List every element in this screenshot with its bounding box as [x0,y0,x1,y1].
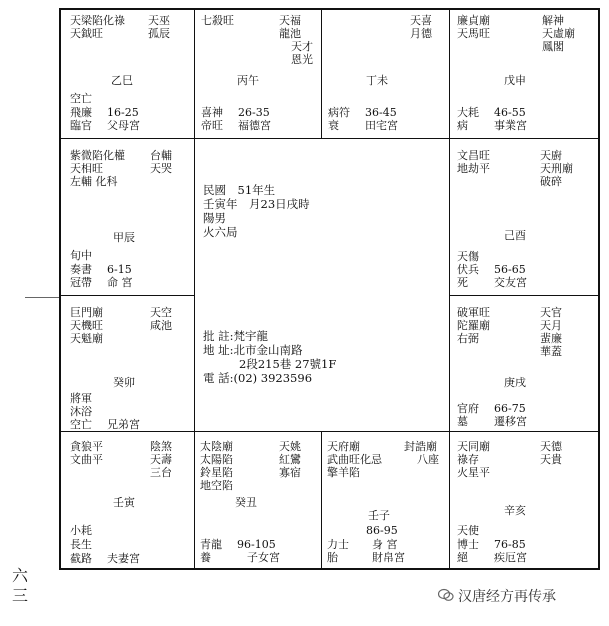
star-minor: 天喜 [410,14,432,27]
star-minor: 咸池 [150,319,172,332]
star-minor: 台輔 [150,149,172,162]
palace-name: 夫妻宮 [107,552,140,565]
star-minor: 八座 [417,453,439,466]
star-lower: 青龍 [200,538,222,551]
palace-mao [61,296,194,431]
palace-name: 父母宮 [107,119,140,132]
star-minor: 天才 [291,40,313,53]
wechat-icon [438,588,454,602]
star-lower: 病 [457,119,468,132]
star-main: 破軍旺 [457,306,490,319]
stem-branch: 壬寅 [113,496,135,509]
star-main: 天魁廟 [70,332,103,345]
star-lower: 博士 [457,538,479,551]
star-minor: 天哭 [150,162,172,175]
star-minor: 月德 [410,27,432,40]
palace-you [450,139,598,295]
star-main: 右弼 [457,332,479,345]
page-number-digit: 六 [11,566,28,585]
stem-branch: 己酉 [504,229,526,242]
star-minor: 紅鸞 [279,453,301,466]
age-range: 26-35 [238,106,270,119]
star-main: 七殺旺 [201,14,234,27]
star-minor: 天廚 [540,149,562,162]
star-main: 地空陷 [200,479,233,492]
star-main: 太陽陷 [200,453,233,466]
palace-name: 疾厄宮 [494,551,527,564]
stem-branch: 辛亥 [504,504,526,517]
star-minor: 天官 [540,306,562,319]
palace-wu [195,10,321,138]
star-main: 文昌旺 [457,149,490,162]
age-range: 6-15 [107,263,132,276]
star-main: 祿存 [457,453,479,466]
star-extra: 沐浴 [70,405,92,418]
palace-name: 交友宮 [494,276,527,289]
age-range: 66-75 [494,402,526,415]
star-minor: 蜚廉 [540,332,562,345]
palace-name: 田宅宮 [365,119,398,132]
star-minor: 天月 [540,319,562,332]
palace-zi [322,432,449,568]
age-range: 56-65 [494,263,526,276]
star-minor: 恩光 [291,53,313,66]
star-main: 巨門廟 [70,306,103,319]
star-lower: 胎 [327,551,338,564]
stem-branch: 庚戌 [504,376,526,389]
phone: 電 話:(02) 3923596 [203,371,313,385]
star-main: 火星平 [457,466,490,479]
star-minor: 天貴 [540,453,562,466]
star-extra: 旬中 [70,249,92,262]
star-main: 天相旺 [70,162,103,175]
star-main: 鈴星陷 [200,466,233,479]
age-range: 46-55 [494,106,526,119]
star-main: 天馬旺 [457,27,490,40]
star-extra: 長生 [70,538,92,551]
star-minor: 封誥廟 [404,440,437,453]
star-extra: 小耗 [70,524,92,537]
star-main: 紫微陷化權 [70,149,125,162]
palace-name: 子女宮 [247,551,280,564]
palace-hai [450,432,598,568]
star-minor: 天刑廟 [540,162,573,175]
star-extra: 天使 [457,524,479,537]
star-minor: 天壽 [150,453,172,466]
age-range: 36-45 [365,106,397,119]
palace-wei [322,10,449,138]
palace-name: 事業宮 [494,119,527,132]
margin-line [25,297,59,298]
stem-branch: 癸丑 [235,496,257,509]
star-lower: 空亡 [70,418,92,431]
star-extra: 空亡 [70,92,92,105]
palace-name: 命 宮 [107,276,133,289]
star-main: 天機旺 [70,319,103,332]
star-lower: 養 [200,551,211,564]
star-minor: 孤辰 [148,27,170,40]
star-lower: 死 [457,276,468,289]
star-main: 陀羅廟 [457,319,490,332]
palace-chou [195,432,321,568]
star-minor: 天姚 [279,440,301,453]
stem-branch: 壬子 [368,509,390,522]
star-main: 左輔 化科 [70,175,118,188]
chart-center [195,139,449,431]
age-range: 96-105 [237,538,276,551]
palace-si [61,10,194,138]
gender: 陽男 [203,211,226,225]
star-main: 廉貞廟 [457,14,490,27]
birth-date-time: 壬寅年 月23日戌時 [203,197,310,211]
star-extra: 將軍 [70,392,92,405]
star-minor: 華蓋 [540,345,562,358]
stem-branch: 甲辰 [113,231,135,244]
birth-year: 民國 51年生 [203,183,276,197]
star-lower: 截路 [70,552,92,565]
star-minor: 天德 [540,440,562,453]
stem-branch: 丁未 [366,74,388,87]
star-main: 文曲平 [70,453,103,466]
address-line2: 2段215巷 27號1F [239,357,337,371]
star-minor: 三台 [150,466,172,479]
stem-branch: 乙巳 [111,74,133,87]
ziwei-chart [59,8,600,570]
star-minor: 破碎 [540,175,562,188]
star-lower: 飛廉 [70,106,92,119]
star-main: 天鉞旺 [70,27,103,40]
palace-xu [450,296,598,431]
palace-name: 福德宮 [238,119,271,132]
star-main: 天府廟 [327,440,360,453]
palace-shen [450,10,598,138]
age-range: 76-85 [494,538,526,551]
star-lower: 力士 [327,538,349,551]
annotator: 批 註:梵宇龍 [203,329,269,343]
star-lower: 冠帶 [70,276,92,289]
star-main: 貪狼平 [70,440,103,453]
star-minor: 天空 [150,306,172,319]
star-main: 天同廟 [457,440,490,453]
star-main: 太陰廟 [200,440,233,453]
star-minor: 解神 [542,14,564,27]
star-lower: 喜神 [201,106,223,119]
stem-branch: 丙午 [237,74,259,87]
palace-chen [61,139,194,295]
star-main: 地劫平 [457,162,490,175]
star-minor: 天巫 [148,14,170,27]
palace-name-body: 身 宮 [372,538,398,551]
star-lower: 絕 [457,551,468,564]
page-number-digit: 三 [11,586,28,605]
stem-branch: 癸卯 [113,376,135,389]
star-minor: 天虛廟 [542,27,575,40]
star-minor: 鳳閣 [542,40,564,53]
star-lower: 伏兵 [457,263,479,276]
star-main: 天梁陷化祿 [70,14,125,27]
star-lower: 墓 [457,415,468,428]
star-lower: 臨官 [70,119,92,132]
star-lower: 衰 [328,119,339,132]
palace-name: 兄弟宮 [107,418,140,431]
star-extra: 天傷 [457,250,479,263]
address-line1: 地 址:北市金山南路 [203,343,303,357]
star-main: 武曲旺化忌 [327,453,382,466]
age-range: 86-95 [366,524,398,537]
star-minor: 陰煞 [150,440,172,453]
star-lower: 官府 [457,402,479,415]
star-lower: 大耗 [457,106,479,119]
star-lower: 病符 [328,106,350,119]
star-main: 擎羊陷 [327,466,360,479]
watermark: 汉唐经方再传承 [458,589,556,605]
palace-yin [61,432,194,568]
palace-name: 財帛宮 [372,551,405,564]
star-minor: 龍池 [279,27,301,40]
age-range: 16-25 [107,106,139,119]
page-number [10,566,30,606]
palace-name: 遷移宮 [494,415,527,428]
element-bureau: 火六局 [203,225,238,239]
stem-branch: 戊申 [504,74,526,87]
star-minor: 寡宿 [279,466,301,479]
star-lower: 帝旺 [201,119,223,132]
star-lower: 奏書 [70,263,92,276]
star-minor: 天福 [279,14,301,27]
